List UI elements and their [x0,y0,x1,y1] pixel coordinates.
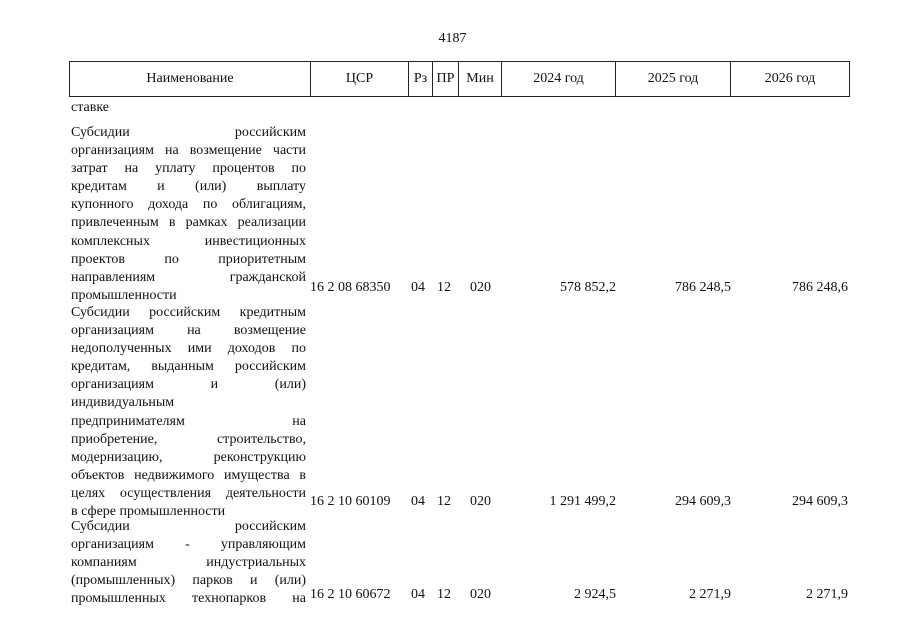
header-min: Мин [459,62,502,96]
row-3-2026: 2 271,9 [806,587,848,602]
row-2-line: Субсидии российским кредитным [71,305,306,320]
row-2-line: индивидуальным [71,395,175,411]
row-1-line: кредитам и (или) выплату [71,179,306,195]
row-3-rz: 04 [411,587,425,602]
row-3-pr: 12 [437,587,451,602]
row-1-line: комплексных инвестиционных [71,233,306,249]
row-1-line: проектов по приоритетным [71,251,306,267]
row-2-csr: 16 2 10 60109 [310,494,391,509]
row-1-pr: 12 [437,280,451,295]
row-3-csr: 16 2 10 60672 [310,587,391,602]
header-csr: ЦСР [311,62,409,96]
table-header [69,61,850,97]
row-3-line: (промышленных) парков и (или) [71,573,306,589]
row-1-2025: 786 248,5 [675,280,731,295]
row-2-pr: 12 [437,494,451,509]
page-number: 4187 [438,31,467,46]
header-name: Наименование [70,62,311,96]
row-2-line: модернизацию, реконструкцию [71,449,306,465]
row-2-line: кредитам, выданным российским [71,359,306,375]
row-3-line: промышленных технопарков на [71,591,306,607]
row-3-2025: 2 271,9 [689,587,731,602]
row-1-line: затрат на уплату процентов по [71,161,306,177]
row-1-line: привлеченным в рамках реализации [71,215,306,231]
row-2-line: объектов недвижимого имущества в [71,467,306,483]
row-3-line: организациям - управляющим [71,537,306,553]
row-1-rz: 04 [411,280,425,295]
row-1-line: купонного дохода по облигациям, [71,197,306,213]
row-2-min: 020 [470,494,491,509]
row-1-2024: 578 852,2 [560,280,616,295]
row-1-line: направлениям гражданской [71,269,306,285]
row-1-2026: 786 248,6 [792,280,848,295]
row-2-line: организациям на возмещение [71,323,306,339]
row-3-description [71,518,306,608]
row-2-2025: 294 609,3 [675,494,731,509]
row-1-line: промышленности [71,287,177,303]
row-2-rz: 04 [411,494,425,509]
row-2-line: целях осуществления деятельности [71,485,306,501]
row-2-2026: 294 609,3 [792,494,848,509]
continuation-text: ставке [71,100,109,115]
row-2-line: недополученных ими доходов по [71,341,306,357]
row-1-description [71,124,306,305]
row-2-line: предпринимателям на [71,413,306,429]
row-2-line: приобретение, строительство, [71,431,306,447]
row-2-2024: 1 291 499,2 [549,494,616,509]
header-2026: 2026 год [764,71,816,86]
row-3-2024: 2 924,5 [574,587,616,602]
header-2025: 2025 год [616,62,731,96]
row-2-line: организациям и (или) [71,377,306,393]
row-3-line: компаниям индустриальных [71,555,306,571]
header-2024: 2024 год [502,62,616,96]
row-1-min: 020 [470,280,491,295]
row-1-line: Субсидии российским [71,125,306,140]
header-pr: ПР [433,62,459,96]
row-1-line: организациям на возмещение части [71,143,306,159]
row-3-min: 020 [470,587,491,602]
row-2-description [71,304,306,521]
header-rz: Рз [409,62,433,96]
row-1-csr: 16 2 08 68350 [310,280,391,295]
row-3-line: Субсидии российским [71,519,306,534]
row-2-line: в сфере промышленности [71,504,226,520]
